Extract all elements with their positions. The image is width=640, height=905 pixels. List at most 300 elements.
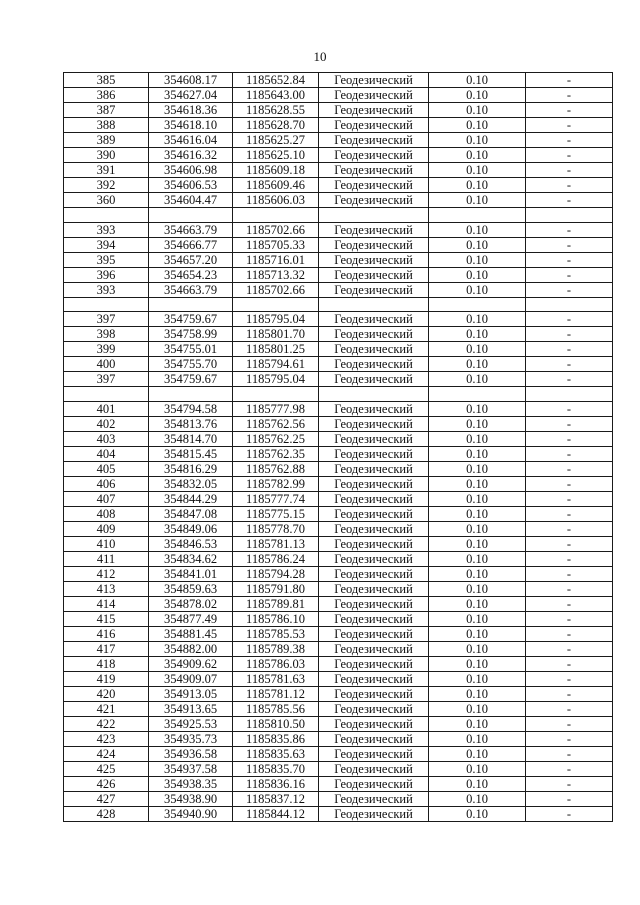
point-number-cell: 398 xyxy=(64,327,149,342)
table-row xyxy=(64,716,613,731)
point-number-cell: 413 xyxy=(64,581,149,596)
method-cell: Геодезический xyxy=(319,163,429,178)
table-row xyxy=(64,566,613,581)
table-row xyxy=(64,446,613,461)
table-row xyxy=(64,73,613,88)
accuracy-cell: 0.10 xyxy=(429,761,526,776)
table-row xyxy=(64,506,613,521)
description-cell: - xyxy=(526,746,613,761)
point-number-cell: 415 xyxy=(64,611,149,626)
table-row xyxy=(64,671,613,686)
accuracy-cell: 0.10 xyxy=(429,566,526,581)
y-coordinate-cell: 1185643.00 xyxy=(233,88,319,103)
accuracy-cell: 0.10 xyxy=(429,342,526,357)
x-coordinate-cell: 354834.62 xyxy=(149,551,233,566)
x-coordinate-cell: 354815.45 xyxy=(149,446,233,461)
x-coordinate-cell: 354794.58 xyxy=(149,401,233,416)
x-coordinate-cell: 354666.77 xyxy=(149,237,233,252)
description-cell: - xyxy=(526,163,613,178)
y-coordinate-cell: 1185778.70 xyxy=(233,521,319,536)
point-number-cell: 422 xyxy=(64,716,149,731)
method-cell: Геодезический xyxy=(319,566,429,581)
point-number-cell xyxy=(64,208,149,223)
table-row xyxy=(64,701,613,716)
x-coordinate-cell: 354616.32 xyxy=(149,148,233,163)
x-coordinate-cell: 354909.62 xyxy=(149,656,233,671)
y-coordinate-cell: 1185786.03 xyxy=(233,656,319,671)
description-cell: - xyxy=(526,431,613,446)
table-row xyxy=(64,312,613,327)
x-coordinate-cell: 354849.06 xyxy=(149,521,233,536)
table-row xyxy=(64,208,613,223)
description-cell: - xyxy=(526,372,613,387)
x-coordinate-cell: 354608.17 xyxy=(149,73,233,88)
table-row xyxy=(64,776,613,791)
y-coordinate-cell: 1185609.46 xyxy=(233,178,319,193)
method-cell: Геодезический xyxy=(319,716,429,731)
accuracy-cell: 0.10 xyxy=(429,357,526,372)
description-cell: - xyxy=(526,521,613,536)
description-cell: - xyxy=(526,596,613,611)
y-coordinate-cell: 1185762.88 xyxy=(233,461,319,476)
point-number-cell: 421 xyxy=(64,701,149,716)
y-coordinate-cell: 1185781.63 xyxy=(233,671,319,686)
description-cell: - xyxy=(526,806,613,821)
point-number-cell: 404 xyxy=(64,446,149,461)
method-cell: Геодезический xyxy=(319,536,429,551)
point-number-cell: 397 xyxy=(64,372,149,387)
accuracy-cell: 0.10 xyxy=(429,581,526,596)
accuracy-cell: 0.10 xyxy=(429,476,526,491)
description-cell: - xyxy=(526,476,613,491)
x-coordinate-cell: 354841.01 xyxy=(149,566,233,581)
accuracy-cell: 0.10 xyxy=(429,431,526,446)
y-coordinate-cell: 1185786.24 xyxy=(233,551,319,566)
x-coordinate-cell: 354935.73 xyxy=(149,731,233,746)
description-cell: - xyxy=(526,791,613,806)
method-cell: Геодезический xyxy=(319,222,429,237)
method-cell: Геодезический xyxy=(319,357,429,372)
description-cell: - xyxy=(526,73,613,88)
method-cell: Геодезический xyxy=(319,611,429,626)
y-coordinate-cell: 1185789.38 xyxy=(233,641,319,656)
table-row xyxy=(64,88,613,103)
method-cell: Геодезический xyxy=(319,282,429,297)
y-coordinate-cell: 1185609.18 xyxy=(233,163,319,178)
point-number-cell: 407 xyxy=(64,491,149,506)
point-number-cell xyxy=(64,387,149,402)
accuracy-cell: 0.10 xyxy=(429,416,526,431)
accuracy-cell: 0.10 xyxy=(429,178,526,193)
accuracy-cell: 0.10 xyxy=(429,521,526,536)
method-cell xyxy=(319,208,429,223)
description-cell: - xyxy=(526,267,613,282)
x-coordinate-cell: 354878.02 xyxy=(149,596,233,611)
method-cell: Геодезический xyxy=(319,148,429,163)
accuracy-cell: 0.10 xyxy=(429,536,526,551)
table-row xyxy=(64,476,613,491)
method-cell: Геодезический xyxy=(319,342,429,357)
table-row xyxy=(64,551,613,566)
method-cell: Геодезический xyxy=(319,73,429,88)
accuracy-cell: 0.10 xyxy=(429,446,526,461)
description-cell: - xyxy=(526,776,613,791)
method-cell: Геодезический xyxy=(319,103,429,118)
accuracy-cell: 0.10 xyxy=(429,133,526,148)
x-coordinate-cell: 354909.07 xyxy=(149,671,233,686)
table-row xyxy=(64,461,613,476)
method-cell: Геодезический xyxy=(319,133,429,148)
x-coordinate-cell: 354881.45 xyxy=(149,626,233,641)
accuracy-cell: 0.10 xyxy=(429,746,526,761)
x-coordinate-cell: 354759.67 xyxy=(149,312,233,327)
accuracy-cell: 0.10 xyxy=(429,641,526,656)
point-number-cell: 405 xyxy=(64,461,149,476)
y-coordinate-cell: 1185795.04 xyxy=(233,372,319,387)
accuracy-cell: 0.10 xyxy=(429,252,526,267)
table-row xyxy=(64,626,613,641)
accuracy-cell: 0.10 xyxy=(429,237,526,252)
description-cell: - xyxy=(526,641,613,656)
x-coordinate-cell: 354913.65 xyxy=(149,701,233,716)
accuracy-cell: 0.10 xyxy=(429,701,526,716)
table-row xyxy=(64,416,613,431)
x-coordinate-cell: 354925.53 xyxy=(149,716,233,731)
method-cell: Геодезический xyxy=(319,446,429,461)
method-cell: Геодезический xyxy=(319,118,429,133)
table-row xyxy=(64,686,613,701)
method-cell: Геодезический xyxy=(319,551,429,566)
x-coordinate-cell: 354606.98 xyxy=(149,163,233,178)
description-cell: - xyxy=(526,178,613,193)
y-coordinate-cell: 1185775.15 xyxy=(233,506,319,521)
x-coordinate-cell: 354844.29 xyxy=(149,491,233,506)
y-coordinate-cell: 1185625.27 xyxy=(233,133,319,148)
table-row xyxy=(64,401,613,416)
x-coordinate-cell: 354758.99 xyxy=(149,327,233,342)
accuracy-cell: 0.10 xyxy=(429,148,526,163)
y-coordinate-cell: 1185702.66 xyxy=(233,282,319,297)
y-coordinate-cell xyxy=(233,208,319,223)
table-row xyxy=(64,372,613,387)
x-coordinate-cell: 354657.20 xyxy=(149,252,233,267)
y-coordinate-cell: 1185606.03 xyxy=(233,193,319,208)
accuracy-cell: 0.10 xyxy=(429,656,526,671)
point-number-cell: 390 xyxy=(64,148,149,163)
description-cell: - xyxy=(526,252,613,267)
x-coordinate-cell: 354832.05 xyxy=(149,476,233,491)
table-row xyxy=(64,791,613,806)
x-coordinate-cell: 354940.90 xyxy=(149,806,233,821)
y-coordinate-cell: 1185652.84 xyxy=(233,73,319,88)
description-cell: - xyxy=(526,461,613,476)
table-row xyxy=(64,267,613,282)
method-cell: Геодезический xyxy=(319,88,429,103)
y-coordinate-cell: 1185716.01 xyxy=(233,252,319,267)
method-cell: Геодезический xyxy=(319,731,429,746)
point-number-cell: 360 xyxy=(64,193,149,208)
y-coordinate-cell: 1185791.80 xyxy=(233,581,319,596)
description-cell: - xyxy=(526,312,613,327)
method-cell: Геодезический xyxy=(319,791,429,806)
accuracy-cell: 0.10 xyxy=(429,731,526,746)
x-coordinate-cell: 354938.35 xyxy=(149,776,233,791)
point-number-cell: 399 xyxy=(64,342,149,357)
table-row xyxy=(64,163,613,178)
accuracy-cell: 0.10 xyxy=(429,716,526,731)
point-number-cell: 387 xyxy=(64,103,149,118)
table-row xyxy=(64,237,613,252)
y-coordinate-cell: 1185810.50 xyxy=(233,716,319,731)
y-coordinate-cell: 1185835.86 xyxy=(233,731,319,746)
point-number-cell: 425 xyxy=(64,761,149,776)
x-coordinate-cell: 354846.53 xyxy=(149,536,233,551)
accuracy-cell: 0.10 xyxy=(429,611,526,626)
x-coordinate-cell: 354627.04 xyxy=(149,88,233,103)
y-coordinate-cell: 1185794.61 xyxy=(233,357,319,372)
method-cell: Геодезический xyxy=(319,506,429,521)
y-coordinate-cell: 1185795.04 xyxy=(233,312,319,327)
y-coordinate-cell: 1185781.12 xyxy=(233,686,319,701)
table-row xyxy=(64,103,613,118)
coordinate-table-body xyxy=(64,73,613,822)
y-coordinate-cell: 1185702.66 xyxy=(233,222,319,237)
method-cell: Геодезический xyxy=(319,193,429,208)
x-coordinate-cell: 354663.79 xyxy=(149,222,233,237)
description-cell xyxy=(526,297,613,312)
table-row xyxy=(64,252,613,267)
table-row xyxy=(64,282,613,297)
accuracy-cell: 0.10 xyxy=(429,401,526,416)
table-row xyxy=(64,357,613,372)
method-cell: Геодезический xyxy=(319,372,429,387)
method-cell: Геодезический xyxy=(319,596,429,611)
point-number-cell: 386 xyxy=(64,88,149,103)
method-cell: Геодезический xyxy=(319,267,429,282)
y-coordinate-cell: 1185705.33 xyxy=(233,237,319,252)
description-cell: - xyxy=(526,626,613,641)
method-cell: Геодезический xyxy=(319,686,429,701)
accuracy-cell: 0.10 xyxy=(429,806,526,821)
x-coordinate-cell: 354938.90 xyxy=(149,791,233,806)
point-number-cell: 417 xyxy=(64,641,149,656)
x-coordinate-cell: 354859.63 xyxy=(149,581,233,596)
method-cell xyxy=(319,387,429,402)
accuracy-cell: 0.10 xyxy=(429,551,526,566)
accuracy-cell: 0.10 xyxy=(429,282,526,297)
point-number-cell: 412 xyxy=(64,566,149,581)
accuracy-cell: 0.10 xyxy=(429,671,526,686)
point-number-cell: 391 xyxy=(64,163,149,178)
method-cell: Геодезический xyxy=(319,761,429,776)
point-number-cell: 420 xyxy=(64,686,149,701)
x-coordinate-cell: 354936.58 xyxy=(149,746,233,761)
description-cell: - xyxy=(526,701,613,716)
point-number-cell: 414 xyxy=(64,596,149,611)
method-cell: Геодезический xyxy=(319,581,429,596)
point-number-cell xyxy=(64,297,149,312)
table-row xyxy=(64,193,613,208)
page-number: 10 xyxy=(313,49,327,64)
method-cell: Геодезический xyxy=(319,656,429,671)
y-coordinate-cell: 1185628.70 xyxy=(233,118,319,133)
description-cell: - xyxy=(526,118,613,133)
description-cell: - xyxy=(526,671,613,686)
method-cell: Геодезический xyxy=(319,746,429,761)
table-row xyxy=(64,297,613,312)
coordinate-table xyxy=(63,72,613,822)
x-coordinate-cell: 354937.58 xyxy=(149,761,233,776)
method-cell xyxy=(319,297,429,312)
point-number-cell: 403 xyxy=(64,431,149,446)
x-coordinate-cell: 354654.23 xyxy=(149,267,233,282)
x-coordinate-cell xyxy=(149,297,233,312)
x-coordinate-cell xyxy=(149,387,233,402)
description-cell xyxy=(526,208,613,223)
accuracy-cell: 0.10 xyxy=(429,103,526,118)
accuracy-cell xyxy=(429,297,526,312)
y-coordinate-cell: 1185801.70 xyxy=(233,327,319,342)
table-row xyxy=(64,731,613,746)
point-number-cell: 400 xyxy=(64,357,149,372)
y-coordinate-cell: 1185628.55 xyxy=(233,103,319,118)
point-number-cell: 408 xyxy=(64,506,149,521)
y-coordinate-cell: 1185785.53 xyxy=(233,626,319,641)
table-row xyxy=(64,431,613,446)
table-row xyxy=(64,746,613,761)
accuracy-cell: 0.10 xyxy=(429,791,526,806)
x-coordinate-cell: 354814.70 xyxy=(149,431,233,446)
x-coordinate-cell: 354816.29 xyxy=(149,461,233,476)
point-number-cell: 395 xyxy=(64,252,149,267)
point-number-cell: 410 xyxy=(64,536,149,551)
method-cell: Геодезический xyxy=(319,252,429,267)
point-number-cell: 416 xyxy=(64,626,149,641)
description-cell: - xyxy=(526,731,613,746)
accuracy-cell: 0.10 xyxy=(429,312,526,327)
description-cell: - xyxy=(526,716,613,731)
x-coordinate-cell: 354755.70 xyxy=(149,357,233,372)
point-number-cell: 392 xyxy=(64,178,149,193)
description-cell: - xyxy=(526,551,613,566)
y-coordinate-cell: 1185762.56 xyxy=(233,416,319,431)
description-cell: - xyxy=(526,761,613,776)
point-number-cell: 426 xyxy=(64,776,149,791)
table-row xyxy=(64,806,613,821)
y-coordinate-cell: 1185781.13 xyxy=(233,536,319,551)
method-cell: Геодезический xyxy=(319,701,429,716)
y-coordinate-cell: 1185762.25 xyxy=(233,431,319,446)
y-coordinate-cell xyxy=(233,297,319,312)
y-coordinate-cell: 1185835.63 xyxy=(233,746,319,761)
description-cell: - xyxy=(526,342,613,357)
point-number-cell: 397 xyxy=(64,312,149,327)
method-cell: Геодезический xyxy=(319,312,429,327)
description-cell: - xyxy=(526,282,613,297)
x-coordinate-cell: 354882.00 xyxy=(149,641,233,656)
description-cell: - xyxy=(526,656,613,671)
description-cell: - xyxy=(526,193,613,208)
method-cell: Геодезический xyxy=(319,461,429,476)
accuracy-cell: 0.10 xyxy=(429,73,526,88)
description-cell: - xyxy=(526,581,613,596)
point-number-cell: 419 xyxy=(64,671,149,686)
table-row xyxy=(64,118,613,133)
accuracy-cell: 0.10 xyxy=(429,267,526,282)
y-coordinate-cell: 1185789.81 xyxy=(233,596,319,611)
y-coordinate-cell: 1185782.99 xyxy=(233,476,319,491)
description-cell: - xyxy=(526,416,613,431)
point-number-cell: 424 xyxy=(64,746,149,761)
accuracy-cell: 0.10 xyxy=(429,686,526,701)
table-row xyxy=(64,596,613,611)
table-row xyxy=(64,491,613,506)
table-row xyxy=(64,581,613,596)
description-cell: - xyxy=(526,148,613,163)
method-cell: Геодезический xyxy=(319,641,429,656)
accuracy-cell: 0.10 xyxy=(429,327,526,342)
accuracy-cell: 0.10 xyxy=(429,193,526,208)
method-cell: Геодезический xyxy=(319,237,429,252)
x-coordinate-cell xyxy=(149,208,233,223)
description-cell: - xyxy=(526,611,613,626)
x-coordinate-cell: 354759.67 xyxy=(149,372,233,387)
point-number-cell: 389 xyxy=(64,133,149,148)
point-number-cell: 385 xyxy=(64,73,149,88)
description-cell xyxy=(526,387,613,402)
description-cell: - xyxy=(526,401,613,416)
description-cell: - xyxy=(526,491,613,506)
y-coordinate-cell: 1185844.12 xyxy=(233,806,319,821)
description-cell: - xyxy=(526,536,613,551)
table-row xyxy=(64,178,613,193)
table-row xyxy=(64,641,613,656)
method-cell: Геодезический xyxy=(319,401,429,416)
method-cell: Геодезический xyxy=(319,521,429,536)
description-cell: - xyxy=(526,446,613,461)
point-number-cell: 393 xyxy=(64,282,149,297)
point-number-cell: 393 xyxy=(64,222,149,237)
table-row xyxy=(64,611,613,626)
point-number-cell: 411 xyxy=(64,551,149,566)
point-number-cell: 388 xyxy=(64,118,149,133)
description-cell: - xyxy=(526,327,613,342)
point-number-cell: 427 xyxy=(64,791,149,806)
y-coordinate-cell: 1185785.56 xyxy=(233,701,319,716)
point-number-cell: 418 xyxy=(64,656,149,671)
y-coordinate-cell: 1185801.25 xyxy=(233,342,319,357)
x-coordinate-cell: 354606.53 xyxy=(149,178,233,193)
method-cell: Геодезический xyxy=(319,416,429,431)
accuracy-cell: 0.10 xyxy=(429,596,526,611)
accuracy-cell: 0.10 xyxy=(429,163,526,178)
point-number-cell: 428 xyxy=(64,806,149,821)
accuracy-cell: 0.10 xyxy=(429,118,526,133)
accuracy-cell: 0.10 xyxy=(429,626,526,641)
description-cell: - xyxy=(526,222,613,237)
description-cell: - xyxy=(526,566,613,581)
y-coordinate-cell: 1185777.98 xyxy=(233,401,319,416)
x-coordinate-cell: 354663.79 xyxy=(149,282,233,297)
accuracy-cell xyxy=(429,387,526,402)
table-row xyxy=(64,133,613,148)
point-number-cell: 406 xyxy=(64,476,149,491)
x-coordinate-cell: 354913.05 xyxy=(149,686,233,701)
table-row xyxy=(64,148,613,163)
table-row xyxy=(64,656,613,671)
description-cell: - xyxy=(526,357,613,372)
accuracy-cell: 0.10 xyxy=(429,776,526,791)
